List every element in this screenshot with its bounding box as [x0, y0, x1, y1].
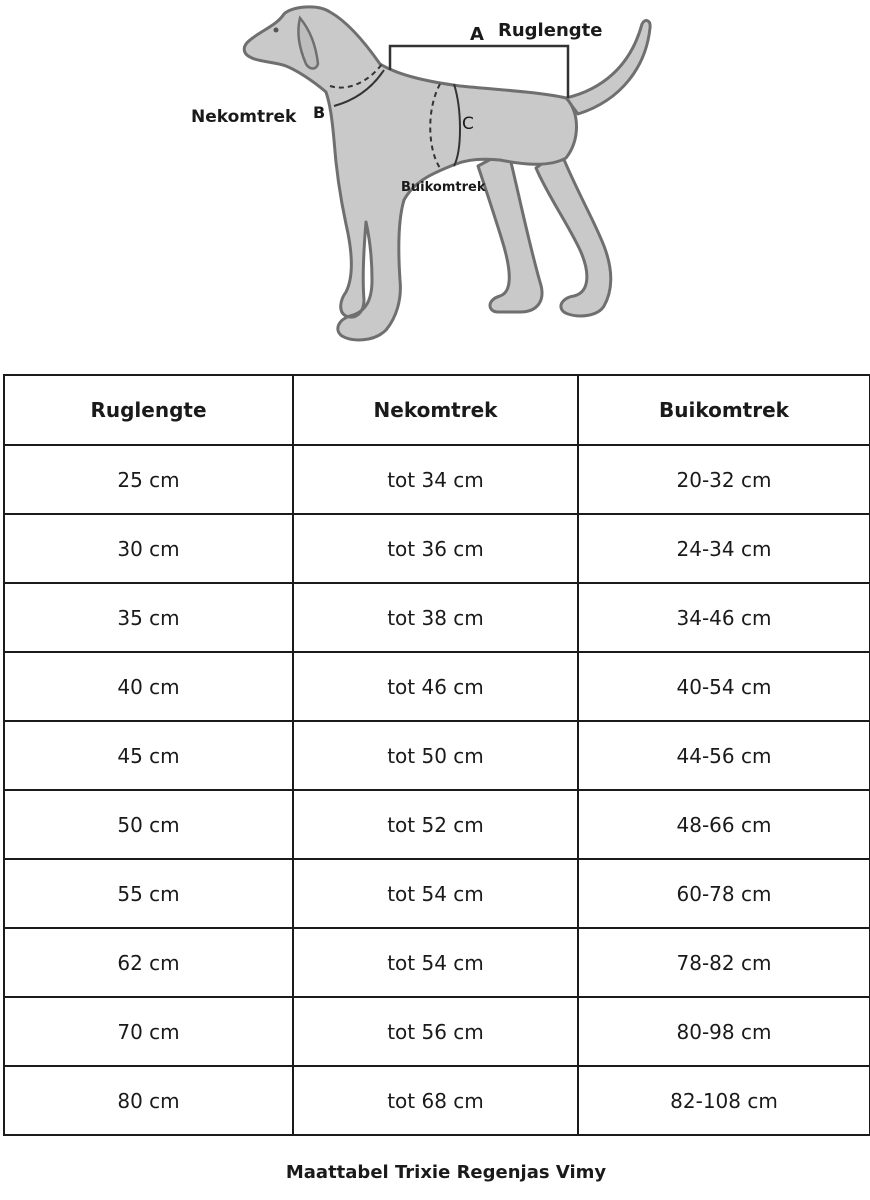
- cell-neck: tot 46 cm: [293, 652, 578, 721]
- table-row: [4, 652, 870, 721]
- cell-back-length: 30 cm: [4, 514, 293, 583]
- table-row: [4, 997, 870, 1066]
- cell-belly: 48-66 cm: [578, 790, 870, 859]
- size-table: [3, 374, 870, 1136]
- cell-neck: tot 36 cm: [293, 514, 578, 583]
- marker-c-label: C: [462, 114, 474, 134]
- neck-label: Nekomtrek: [191, 107, 297, 127]
- table-row: [4, 721, 870, 790]
- cell-neck: tot 54 cm: [293, 928, 578, 997]
- table-row: [4, 583, 870, 652]
- cell-belly: 78-82 cm: [578, 928, 870, 997]
- cell-neck: tot 38 cm: [293, 583, 578, 652]
- cell-neck: tot 56 cm: [293, 997, 578, 1066]
- cell-back-length: 45 cm: [4, 721, 293, 790]
- cell-back-length: 50 cm: [4, 790, 293, 859]
- cell-neck: tot 52 cm: [293, 790, 578, 859]
- table-row: [4, 445, 870, 514]
- cell-back-length: 70 cm: [4, 997, 293, 1066]
- table-caption: Maattabel Trixie Regenjas Vimy: [285, 1162, 607, 1183]
- table-row: [4, 790, 870, 859]
- table-row: [4, 859, 870, 928]
- cell-back-length: 80 cm: [4, 1066, 293, 1135]
- header-neck: Nekomtrek: [293, 375, 578, 445]
- table-header-row: [4, 375, 870, 445]
- table-row: [4, 928, 870, 997]
- cell-belly: 60-78 cm: [578, 859, 870, 928]
- cell-belly: 80-98 cm: [578, 997, 870, 1066]
- cell-belly: 40-54 cm: [578, 652, 870, 721]
- header-belly: Buikomtrek: [578, 375, 870, 445]
- cell-back-length: 25 cm: [4, 445, 293, 514]
- cell-neck: tot 68 cm: [293, 1066, 578, 1135]
- cell-back-length: 40 cm: [4, 652, 293, 721]
- cell-belly: 82-108 cm: [578, 1066, 870, 1135]
- header-back-length: Ruglengte: [4, 375, 293, 445]
- cell-back-length: 55 cm: [4, 859, 293, 928]
- back-length-label: Ruglengte: [498, 20, 603, 41]
- table-row: [4, 1066, 870, 1135]
- dog-measurement-diagram: [0, 0, 870, 370]
- marker-b-label: B: [313, 103, 326, 122]
- cell-neck: tot 34 cm: [293, 445, 578, 514]
- marker-a-label: A: [470, 24, 484, 45]
- cell-belly: 34-46 cm: [578, 583, 870, 652]
- cell-neck: tot 50 cm: [293, 721, 578, 790]
- cell-back-length: 62 cm: [4, 928, 293, 997]
- cell-belly: 20-32 cm: [578, 445, 870, 514]
- cell-back-length: 35 cm: [4, 583, 293, 652]
- cell-neck: tot 54 cm: [293, 859, 578, 928]
- table-row: [4, 514, 870, 583]
- cell-belly: 44-56 cm: [578, 721, 870, 790]
- cell-belly: 24-34 cm: [578, 514, 870, 583]
- belly-label: Buikomtrek: [401, 180, 486, 195]
